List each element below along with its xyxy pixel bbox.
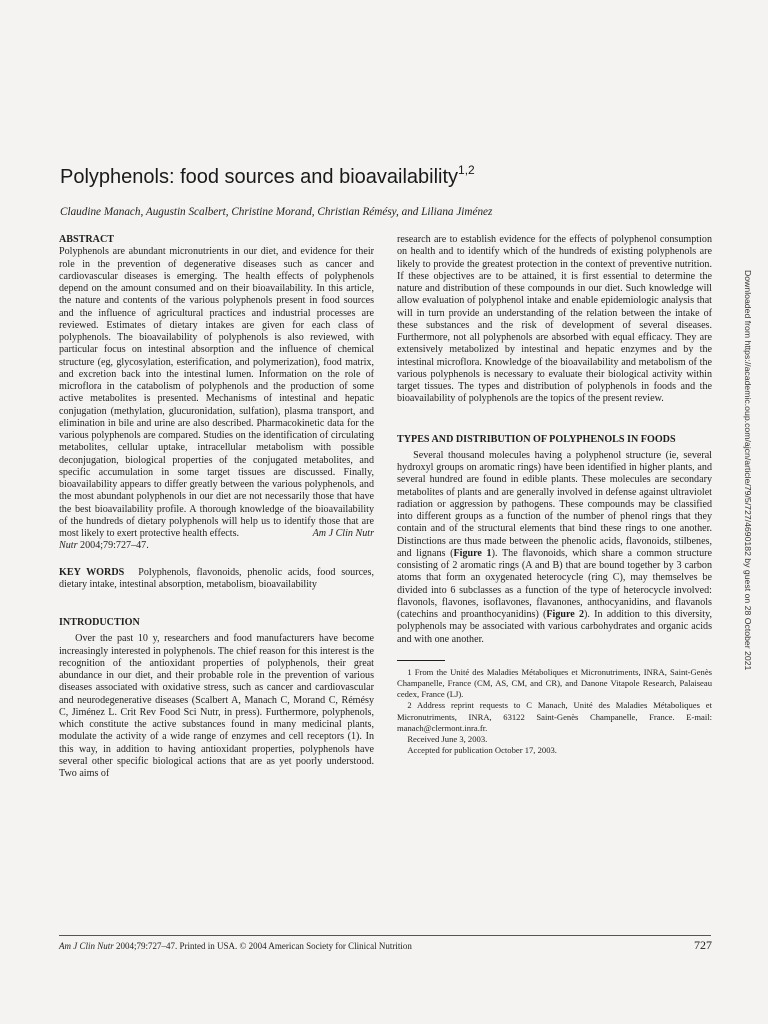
figure-1-link[interactable]: Figure 1 (453, 547, 492, 559)
footnote-affiliation: 1 From the Unité des Maladies Métaboliques et Micronutriments, INRA, Saint-Genès Champanelle, France (CM, AS, CM, and CR), and Danone Vitapole Research, Palaiseau cedex, France (LJ). (397, 666, 712, 700)
footer-citation (59, 941, 412, 951)
keywords-paragraph (59, 567, 374, 592)
article-title (60, 163, 720, 189)
types-distribution-paragraph (397, 450, 712, 646)
keywords-text: Polyphenols, flavonoids, phenolic acids, food sources, dietary intake, intestinal absorption, metabolism, bioavailability (59, 566, 374, 590)
footnote-divider (397, 660, 445, 661)
footer-divider (59, 935, 711, 936)
page-number: 727 (694, 938, 712, 952)
abstract-citation-journal-short: Nutr (59, 540, 78, 552)
introduction-heading: INTRODUCTION (59, 617, 140, 628)
author-list: Claudine Manach, Augustin Scalbert, Christine Morand, Christian Rémésy, and Liliana Jiménez (60, 206, 493, 218)
footer-details: 2004;79:727–47. Printed in USA. © 2004 American Society for Clinical Nutrition (116, 941, 412, 951)
abstract-paragraph (59, 246, 374, 552)
keywords-label: KEY WORDS (59, 566, 125, 578)
abstract-citation-details: 2004;79:727–47. (80, 540, 149, 552)
abstract-heading: ABSTRACT (59, 234, 114, 245)
title-footnote-markers: 1,2 (458, 163, 475, 177)
types-distribution-heading: TYPES AND DISTRIBUTION OF POLYPHENOLS IN FOODS (397, 433, 676, 445)
footnotes (397, 667, 712, 757)
abstract-citation (313, 528, 374, 540)
abstract-text: Polyphenols are abundant micronutrients in our diet, and evidence for their role in the prevention of degenerative diseases such as cancer and cardiovascular diseases is emerging. The health effects of polyphenols depend on the amount consumed and on their bioavailability. In this article, the nature and contents of the various polyphenols present in food sources and the influence of agricultural practices and industrial processes are reviewed. Estimates of dietary intakes are given for each class of polyphenols. The bioavailability of polyphenols is also reviewed, with particular focus on intestinal absorption and the influence of chemical structure (eg, glycosylation, esterification, and polymerization), food matrix, and excretion back into the intestinal lumen. Information on the role of microflora in the catabolism of polyphenols and the production of some active metabolites is presented. Mechanisms of intestinal and hepatic conjugation (methylation, glucuronidation, sulfation), plasma transport, and elimination in bile and urine are also described. Pharmacokinetic data for the various polyphenols are compared. Studies on the identification of circulating metabolites, cellular uptake, intracellular metabolism with possible deconjugation, biological properties of the conjugated metabolites, and specific accumulation in some target tissues are discussed. Finally, bioavailability appears to differ greatly between the various polyphenols, and the most abundant polyphenols in our diet are not necessarily those that have the best bioavailability profile. A thorough knowledge of the bioavailability of the hundreds of dietary polyphenols will help us to identify those that are most likely to exert protective health effects. (59, 246, 374, 539)
introduction-paragraph: Over the past 10 y, researchers and food manufacturers have become increasingly interested in polyphenols. The chief reason for this interest is the recognition of the antioxidant properties of polyphenols, their great abundance in our diet, and their probable role in the prevention of various diseases associated with oxidative stress, such as cancer and cardiovascular and neurodegenerative diseases (Scalbert A, Manach C, Morand C, Rémésy C, Jiménez L. Crit Rev Food Sci Nutr, in press). Furthermore, polyphenols, which constitute the active substances found in many medicinal plants, modulate the activity of a wide range of enzymes and cell receptors (1). In this way, in addition to having antioxidant properties, polyphenols have several other specific biological actions that are as yet poorly understood. Two aims of (59, 633, 374, 779)
figure-2-link[interactable]: Figure 2 (546, 609, 585, 620)
footer-journal: Am J Clin Nutr (59, 941, 114, 951)
download-watermark-text: Downloaded from https://academic.oup.com/ajcn/article/79/5/727/4690182 by guest on 28 October 2021 (743, 270, 753, 671)
article-title-text: Polyphenols: food sources and bioavailability (60, 166, 459, 188)
footnote-received-date: Received June 3, 2003. (407, 733, 488, 744)
left-column (59, 234, 374, 780)
abstract-citation-journal: Am J Clin Nutr (312, 528, 374, 539)
footnote-reprint-requests: 2 Address reprint requests to C Manach, Unité des Maladies Métaboliques et Micronutriments, INRA, 63122 Saint-Genès Champanelle, France. E-mail: manach@clermont.inra.fr. (397, 700, 712, 733)
types-distribution-text-3: ). In addition to this diversity, polyphenols may be associated with various carbohydrates and organic acids and with one another. (397, 609, 712, 645)
types-distribution-text-2: ). The flavonoids, which share a common structure consisting of 2 aromatic rings (A and B) that are bound together by 3 carbon atoms that form an oxygenated heterocycle (ring C), may themselves be divided into 6 subclasses as a function of the type of heterocycle involved: flavonols, flavones, isoflavones, flavanones, anthocyanidins, and flavanols (catechins and proanthocyanidins) ( (397, 547, 713, 620)
introduction-continuation-paragraph: research are to establish evidence for the effects of polyphenol consumption on health and to identify which of the hundreds of existing polyphenols are likely to provide the greatest protection in the context of preventive nutrition. If these objectives are to be attained, it is first essential to determine the nature and distribution of these compounds in our diet. Such knowledge will allow evaluation of polyphenol intake and enable epidemiologic analysis that will in turn provide an understanding of the relation between the intake of these substances and the risk of development of several diseases. Furthermore, not all polyphenols are absorbed with equal efficacy. They are extensively metabolized by intestinal and hepatic enzymes and by the intestinal microflora. Knowledge of the bioavailability and metabolism of the various polyphenols is necessary to evaluate their biological activity within target tissues. The types and distribution of polyphenols in foods and the bioavailability of polyphenols are the topics of the present review. (397, 234, 712, 405)
footnote-accepted-date: Accepted for publication October 17, 2003. (407, 745, 557, 756)
download-watermark-strip (741, 270, 755, 770)
types-distribution-text-1: Several thousand molecules having a polyphenol structure (ie, several hydroxyl groups on aromatic rings) have been identified in higher plants, and several hundred are found in edible plants. These molecules are secondary metabolites of plants and are generally involved in defense against ultraviolet radiation or aggression by pathogens. These compounds may be classified into different groups as a function of the number of phenol rings that they contain and of the structural elements that bind these rings to one another. Distinctions are thus made between the phenolic acids, flavonoids, stilbenes, and lignans ( (397, 449, 712, 559)
right-column (397, 234, 712, 756)
